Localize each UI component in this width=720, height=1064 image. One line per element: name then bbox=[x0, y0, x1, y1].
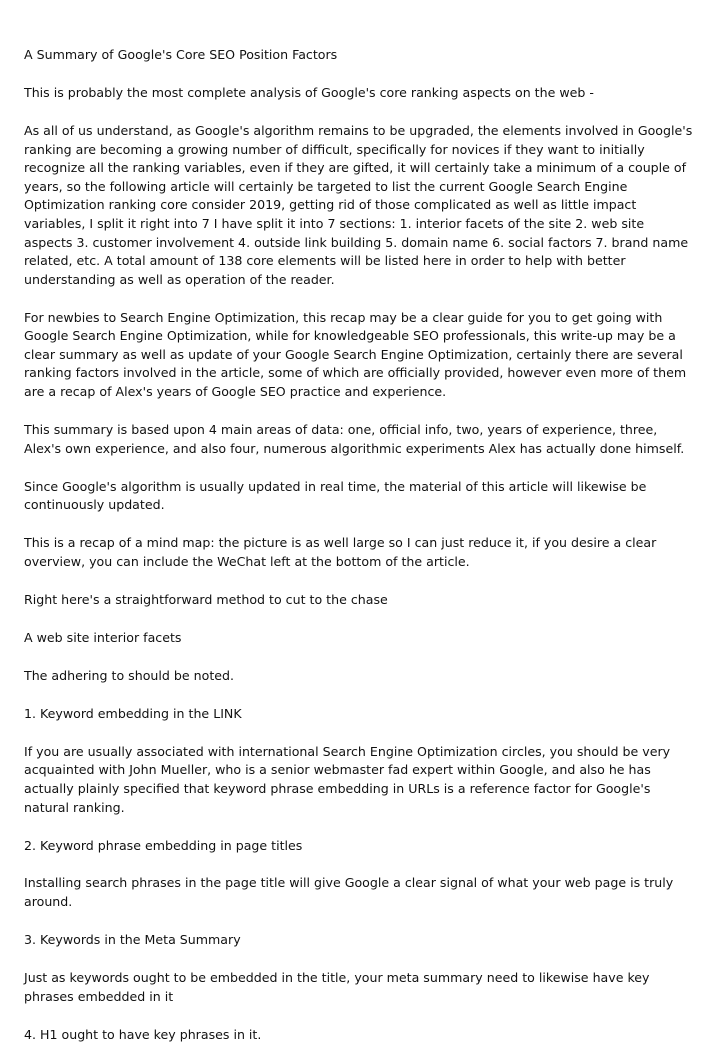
paragraph-realtime-updates: Since Google's algorithm is usually updated in real time, the material of this article will likewise be continuously updated. bbox=[24, 478, 647, 513]
list-heading-h1: 4. H1 ought to have key phrases in it. bbox=[24, 1026, 262, 1042]
document-title: A Summary of Google's Core SEO Position Factors bbox=[24, 47, 338, 62]
list-heading-keyword-link: 1. Keyword embedding in the LINK bbox=[24, 705, 242, 721]
paragraph-john-mueller: If you are usually associated with international Search Engine Optimization circles, you should be very acquainted with John Mueller, who is a senior webmaster fad expert within Google, and also he has actually plainly specified that keyword phrase embedding in URLs is a reference factor for Google's natural ranking. bbox=[24, 743, 671, 815]
list-heading-meta-summary: 3. Keywords in the Meta Summary bbox=[24, 932, 241, 948]
section-heading-interior-facets: A web site interior facets bbox=[24, 629, 182, 645]
list-heading-page-titles: 2. Keyword phrase embedding in page titles bbox=[24, 837, 303, 853]
paragraph-data-sources: This summary is based upon 4 main areas of data: one, official info, two, years of experience, three, Alex's own experience, and also four, numerous algorithmic experiments Alex has actually done himself. bbox=[24, 422, 685, 456]
paragraph-straightforward: Right here's a straightforward method to cut to the chase bbox=[24, 591, 388, 607]
paragraph-meta-summary: Just as keywords ought to be embedded in the title, your meta summary need to likewise have key phrases embedded in it bbox=[24, 970, 650, 1004]
paragraph-noted: The adhering to should be noted. bbox=[24, 667, 235, 683]
paragraph-algorithm-overview: As all of us understand, as Google's algorithm remains to be upgraded, the elements involved in Google's ranking are becoming a growing number of difficult, specifically for novices if they want to initially recognize all the ranking variables, even if they are gifted, it will certainly take a minimum of a couple of years, so the following article will certainly be targeted to list the current Google Search Engine Optimization ranking core consider 2019, getting rid of those complicated as well as little impact variables, I split it right into 7 I have split it into 7 sections: 1. interior facets of the site 2. web site aspects 3. customer involvement 4. outside link building 5. domain name 6. social factors 7. brand name related, etc. A total amount of 138 core elements will be listed here in order to help with better understanding as well as operation of the reader. bbox=[24, 122, 693, 287]
paragraph-mind-map: This is a recap of a mind map: the picture is as well large so I can just reduce it, if you desire a clear overview, you can include the WeChat left at the bottom of the article. bbox=[24, 535, 657, 569]
paragraph-page-title-signal: Installing search phrases in the page title will give Google a clear signal of what your web page is truly around. bbox=[24, 875, 674, 910]
paragraph-intro: This is probably the most complete analysis of Google's core ranking aspects on the web - bbox=[24, 84, 594, 100]
paragraph-newbies: For newbies to Search Engine Optimization, this recap may be a clear guide for you to get going with Google Search Engine Optimization, while for knowledgeable SEO professionals, this write-up may be a clear summary as well as update of your Google Search Engine Optimization, certainly there are several ranking factors involved in the article, some of which are officially provided, however even more of them are a recap of Alex's years of Google SEO practice and experience. bbox=[24, 309, 687, 400]
document-body bbox=[24, 46, 696, 1064]
